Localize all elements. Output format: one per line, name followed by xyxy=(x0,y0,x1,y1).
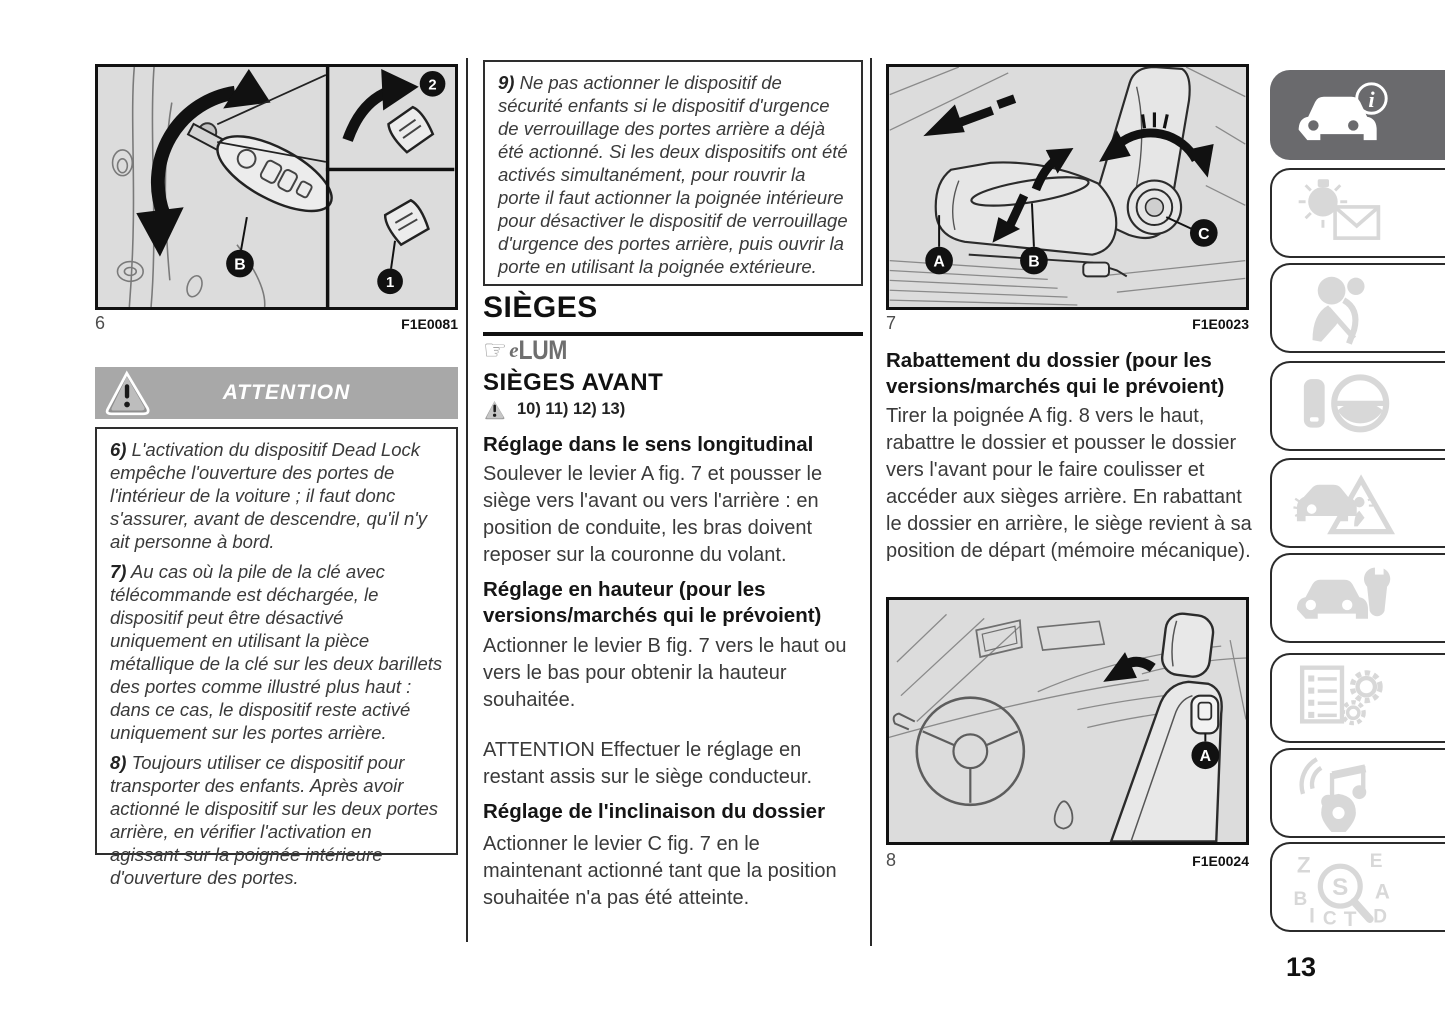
warning-item-7 xyxy=(110,560,443,744)
technical-data-icon xyxy=(1286,659,1398,737)
warning-item-9 xyxy=(498,71,848,278)
figure-6-door-lock-key xyxy=(95,64,458,310)
sidebar-tab-lights-messages[interactable] xyxy=(1270,168,1445,258)
figure-8-seat-fold-handle xyxy=(886,597,1249,845)
warning-item-6-number: 6) xyxy=(110,439,127,460)
sidebar-tab-technical-data[interactable] xyxy=(1270,653,1445,743)
paragraph-attention-note: ATTENTION Effectuer le réglage en restant assis sur le siège conducteur. xyxy=(483,739,813,788)
svg-text:A: A xyxy=(1374,880,1390,904)
warning-item-8 xyxy=(110,751,443,889)
figure7-code: F1E0023 xyxy=(1192,316,1249,332)
car-maintenance-icon xyxy=(1286,559,1398,637)
seat-adjustment-illustration xyxy=(889,67,1246,307)
sidebar-tab-servicing[interactable] xyxy=(1270,553,1445,643)
key-steering-icon xyxy=(1286,367,1398,445)
sidebar-tab-safety[interactable] xyxy=(1270,263,1445,353)
emergency-triangle-icon xyxy=(1286,464,1398,542)
warning-references-row xyxy=(483,398,625,421)
warning-item-7-text: Au cas où la pile de la clé avec télécommande est déchargée, le dispositif peut être désactivé uniquement en utilisant la pièce métallique de la clé sur les deux barillets des portes comme illustré plus haut : dans ce cas, le dispositif reste activé uniquement sur les portes arrière. xyxy=(110,561,443,743)
svg-text:T: T xyxy=(1343,908,1357,926)
attention-header-label: ATTENTION xyxy=(222,381,351,404)
pointing-hand-icon: ☞ xyxy=(483,335,508,366)
column-divider-right xyxy=(870,58,872,946)
figure7-marker-c: C xyxy=(1198,225,1210,243)
warning-notes-box xyxy=(95,427,458,888)
figure6-number: 6 xyxy=(95,313,106,333)
figure6-marker-b: B xyxy=(234,256,246,274)
heading-rabattement-dossier: Rabattement du dossier (pour les versions/marchés qui le prévoient) xyxy=(886,349,1225,398)
figure6-marker-2: 2 xyxy=(428,77,437,94)
warning-triangle-icon xyxy=(103,370,155,416)
svg-text:Z: Z xyxy=(1296,852,1311,878)
warning-references: 10) 11) 12) 13) xyxy=(517,400,626,418)
elum-label-e: e xyxy=(509,338,519,362)
figure-7-seat-levers xyxy=(886,64,1249,310)
section-tab-sidebar xyxy=(1270,0,1445,1026)
paragraph-reglage-hauteur: Actionner le levier B fig. 7 vers le haut ou vers le bas pour obtenir la hauteur souhaitée. xyxy=(483,635,847,711)
airbag-safety-icon xyxy=(1286,269,1398,347)
svg-text:C: C xyxy=(1322,908,1337,926)
figure7-marker-a: A xyxy=(933,253,945,271)
figure8-marker-a: A xyxy=(1199,748,1212,766)
paragraph-rabattement-dossier: Tirer la poignée A fig. 8 vers le haut, rabattre le dossier et pousser le dossier vers l'avant pour le faire coulisser et accéder aux sièges arrière. En rabattant le dossier en arrière, le siège revient à sa position de départ (mémoire mécanique). xyxy=(886,405,1252,562)
sidebar-tab-emergency[interactable] xyxy=(1270,458,1445,548)
warning-item-8-number: 8) xyxy=(110,752,127,773)
sidebar-tab-index[interactable] xyxy=(1270,842,1445,932)
column-divider-left xyxy=(466,58,468,942)
warning-item-7-number: 7) xyxy=(110,561,127,582)
heading-reglage-inclinaison: Réglage de l'inclinaison du dossier xyxy=(483,800,826,823)
paragraph-reglage-longitudinal: Soulever le levier A fig. 7 et pousser le siège vers l'avant ou vers l'arrière : en position de conduite, les bras doivent reposer sur la couronne du volant. xyxy=(483,463,823,566)
svg-text:E: E xyxy=(1369,851,1383,873)
warning-item-6 xyxy=(110,438,443,553)
heading-reglage-hauteur: Réglage en hauteur (pour les versions/marchés qui le prévoient) xyxy=(483,578,822,627)
paragraph-reglage-inclinaison: Actionner le levier C fig. 7 en le maintenant actionné tant que la position souhaitée n'a pas été atteinte. xyxy=(483,833,837,909)
sidebar-tab-multimedia[interactable] xyxy=(1270,748,1445,838)
section-title-sieges: SIÈGES xyxy=(483,291,863,336)
figure8-number: 8 xyxy=(886,850,897,870)
warning-note-9-box xyxy=(483,60,863,286)
warning-lights-messages-icon xyxy=(1286,174,1398,252)
warning-item-6-text: L'activation du dispositif Dead Lock empêche l'ouverture des portes de l'intérieur de la voiture ; il faut donc s'assurer, avant de descendre, qu'il n'y ait personne à bord. xyxy=(110,439,428,552)
figure7-marker-b: B xyxy=(1028,253,1040,271)
car-info-icon xyxy=(1286,76,1398,154)
figure8-code: F1E0024 xyxy=(1192,853,1249,869)
door-lock-key-illustration xyxy=(98,67,455,307)
svg-text:i: i xyxy=(1368,87,1375,113)
multimedia-icon xyxy=(1286,754,1398,832)
svg-text:D: D xyxy=(1373,906,1387,926)
svg-text:S: S xyxy=(1332,873,1349,901)
svg-text:I: I xyxy=(1309,904,1315,926)
sidebar-tab-vehicle-info[interactable] xyxy=(1270,70,1445,160)
warning-item-8-text: Toujours utiliser ce dispositif pour transporter des enfants. Après avoir actionné le dispositif sur les deux portes arrière, en vérifier l'activation en agissant sur la poignée intérieure d'ouverture des portes. xyxy=(110,752,439,888)
figure7-number: 7 xyxy=(886,313,897,333)
figure6-marker-1: 1 xyxy=(385,275,395,292)
svg-text:B: B xyxy=(1293,889,1308,911)
seat-fold-illustration xyxy=(889,600,1246,842)
warning-item-9-number: 9) xyxy=(498,72,515,93)
elum-label-lum: LUM xyxy=(518,334,567,365)
figure6-code: F1E0081 xyxy=(401,316,458,332)
warning-triangle-icon xyxy=(483,398,508,421)
sidebar-tab-starting-driving[interactable] xyxy=(1270,361,1445,451)
alphabetical-index-icon xyxy=(1286,848,1398,926)
warning-item-9-text: Ne pas actionner le dispositif de sécurité enfants si le dispositif d'urgence de verrouillage des portes arrière a déjà été actionné. Si les deux dispositifs ont été activés simultanément, pour rouvrir la porte il faut actionner la poignée intérieure pour désactiver le dispositif de verrouillage d'urgence des portes arrière, puis ouvrir la porte en utilisant la poignée extérieure. xyxy=(498,72,848,277)
subsection-title-sieges-avant: SIÈGES AVANT xyxy=(483,369,664,396)
elum-reference xyxy=(483,334,567,366)
attention-header-bar xyxy=(95,367,458,419)
page-number: 13 xyxy=(1286,952,1317,982)
heading-reglage-longitudinal: Réglage dans le sens longitudinal xyxy=(483,433,814,456)
